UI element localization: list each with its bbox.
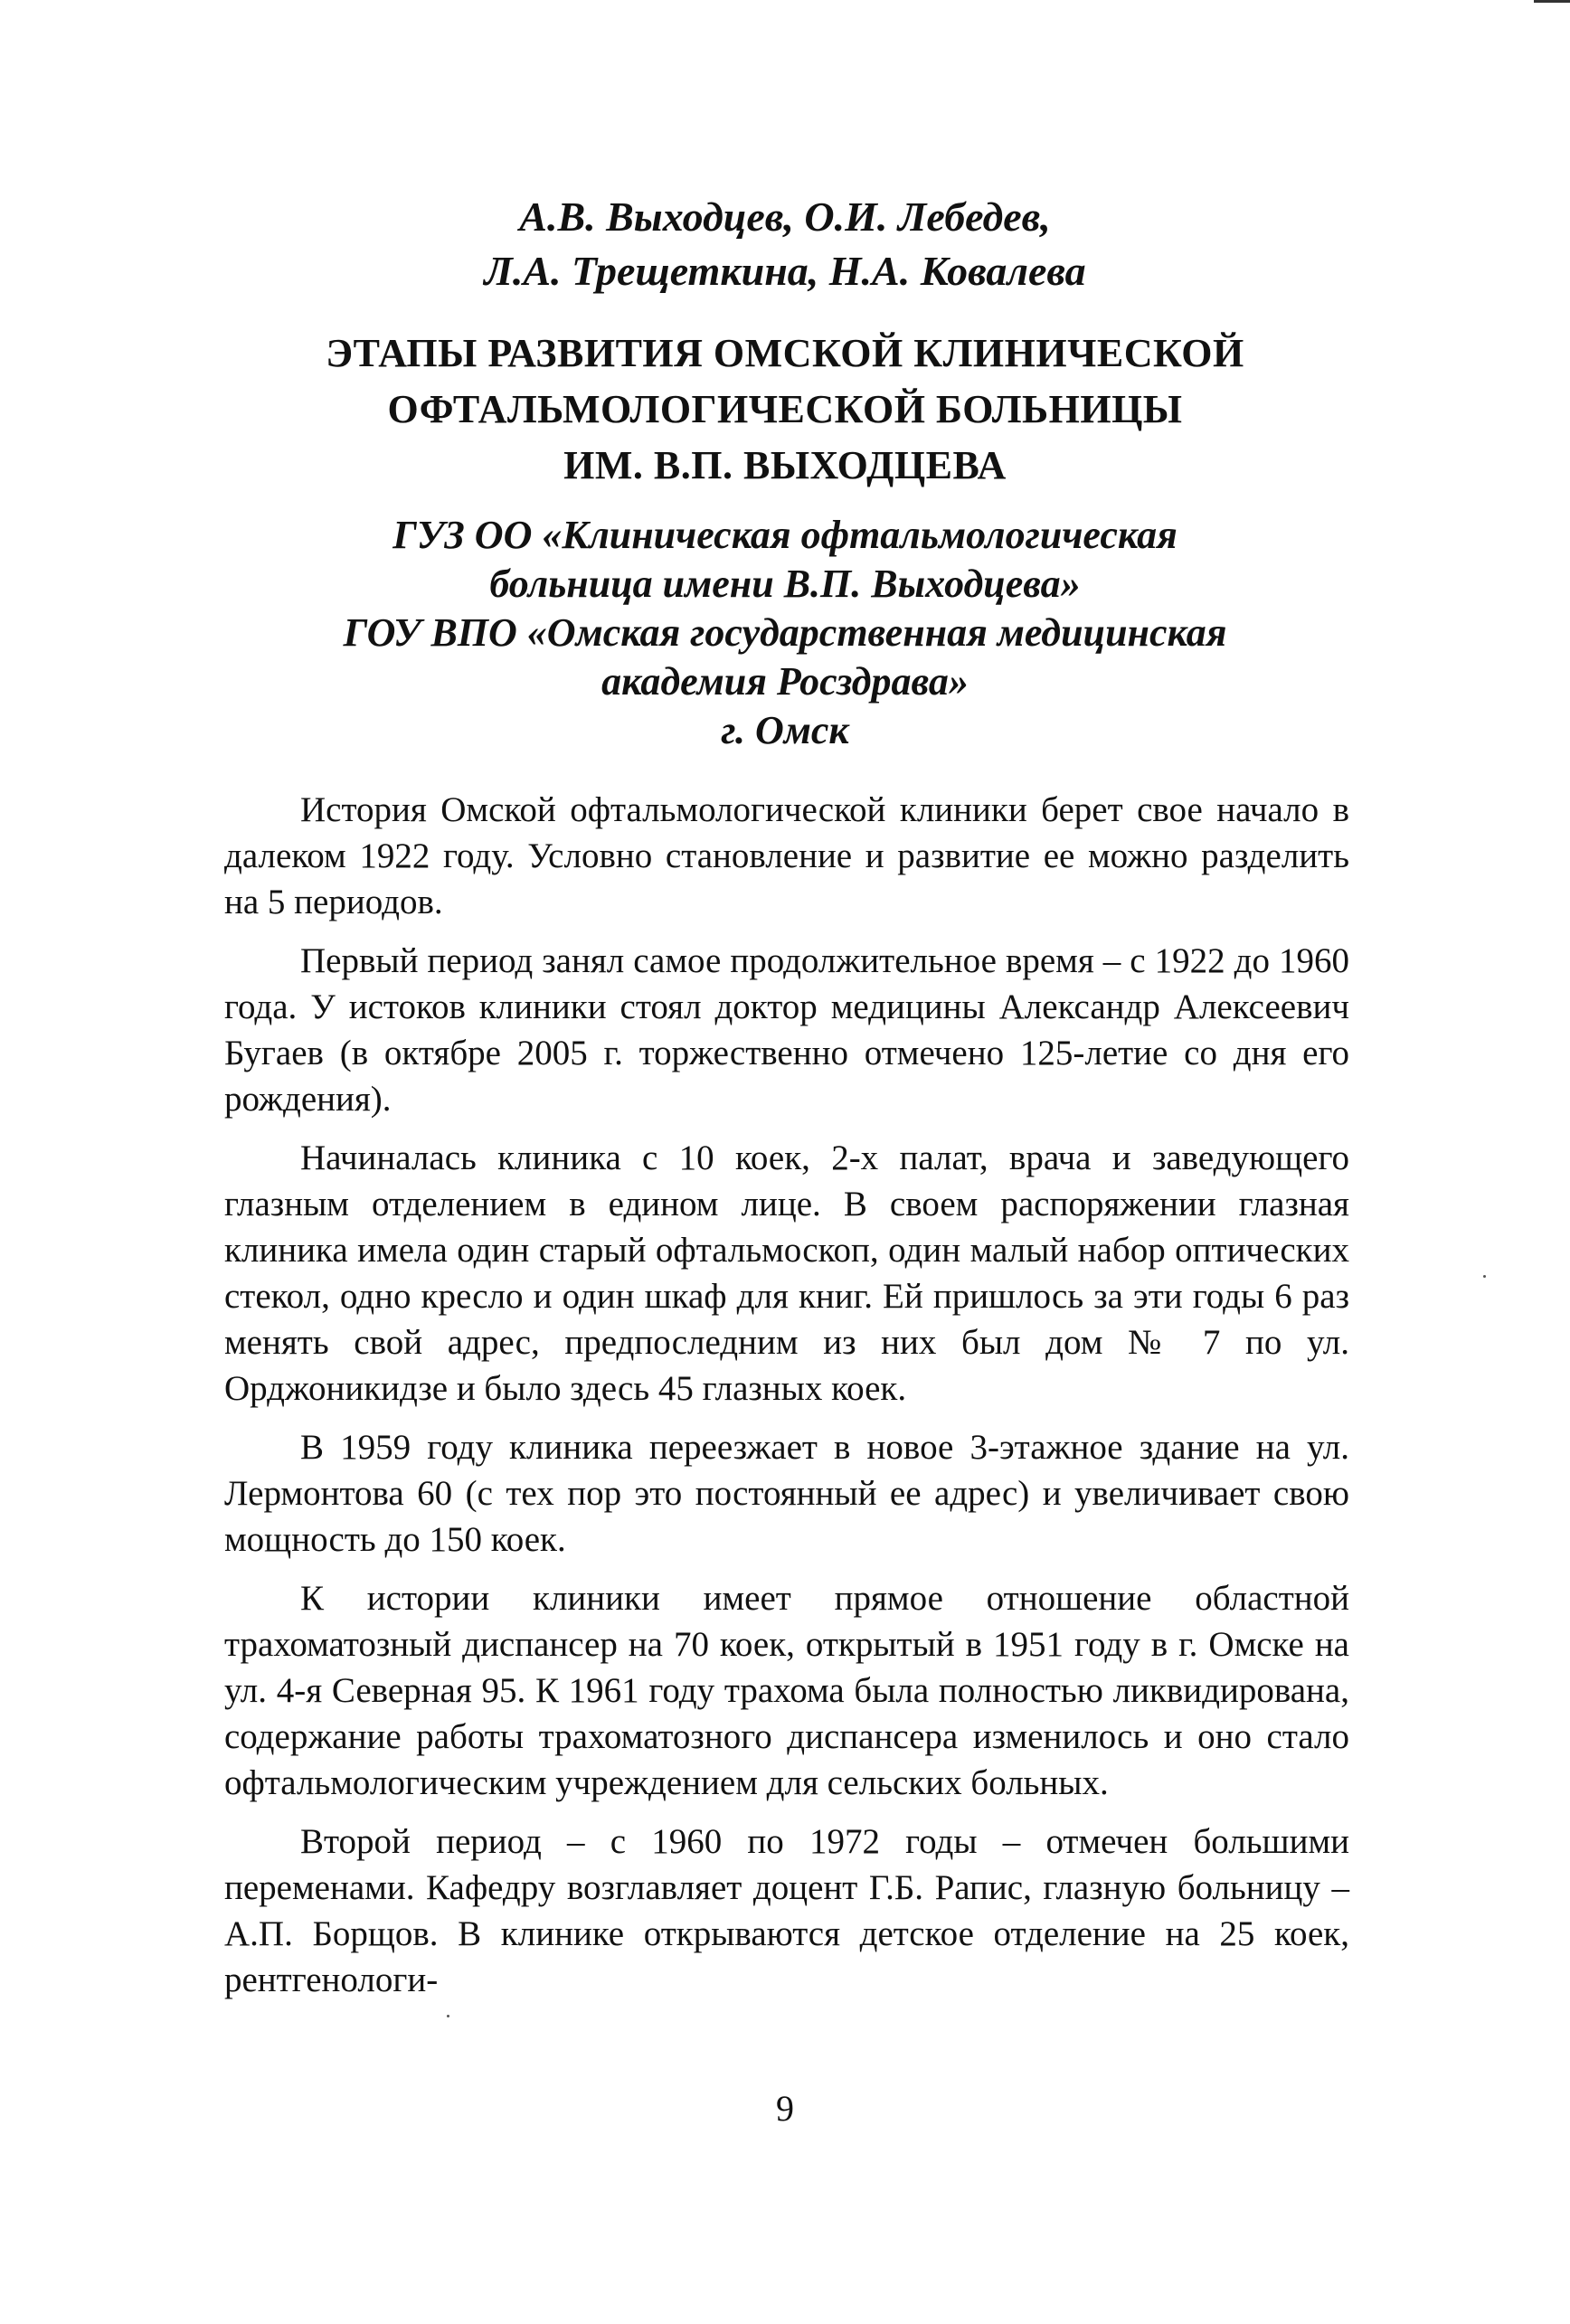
body-paragraph: Первый период занял самое продолжительное время – с 1922 до 1960 года. У истоков клиники стоял доктор медицины Александр Алексеевич Бугаев (в октябре 2005 г. торжественно отмечено 125-летие со дня его рождения). bbox=[224, 941, 1349, 1119]
article-title bbox=[0, 326, 1570, 494]
body-paragraph: Второй период – с 1960 по 1972 годы – отмечен большими переменами. Кафедру возглавляет доцент Г.Б. Рапис, глазную больницу – А.П. Борщов. В клинике открываются детское отделение на 25 коек, рентгенологи- bbox=[224, 1822, 1349, 1999]
title-line: ЭТАПЫ РАЗВИТИЯ ОМСКОЙ КЛИНИЧЕСКОЙ bbox=[326, 331, 1244, 375]
scan-edge-mark bbox=[1534, 0, 1570, 15]
body-paragraph: История Омской офтальмологической клиники берет свое начало в далеком 1922 году. Условно становление и развитие ее можно разделить на 5 периодов. bbox=[224, 790, 1349, 921]
body-paragraph: Начиналась клиника с 10 коек, 2-х палат, врача и заведующего глазным отделением в едином лице. В своем распоряжении глазная клиника имела один старый офтальмоскоп, один малый набор оптических стекол, одно кресло и один шкаф для книг. Ей пришлось за эти годы 6 раз менять свой адрес, предпоследним из них был дом № 7 по ул. Орджоникидзе и было здесь 45 глазных коек. bbox=[224, 1138, 1349, 1408]
article-body bbox=[224, 787, 1349, 2016]
title-line: ОФТАЛЬМОЛОГИЧЕСКОЙ БОЛЬНИЦЫ bbox=[387, 387, 1183, 431]
body-paragraph: В 1959 году клиника переезжает в новое 3-этажное здание на ул. Лермонтова 60 (с тех пор это постоянный ее адрес) и увеличивает свою мощность до 150 коек. bbox=[224, 1428, 1349, 1559]
authors-line: А.В. Выходцев, О.И. Лебедев, bbox=[519, 194, 1051, 240]
affiliation-line: академия Росздрава» bbox=[601, 659, 969, 704]
affiliation-line: больница имени В.П. Выходцева» bbox=[489, 562, 1081, 606]
authors-block bbox=[0, 190, 1570, 298]
scan-speck bbox=[1483, 1275, 1486, 1278]
authors-line: Л.А. Трещеткина, Н.А. Ковалева bbox=[484, 248, 1086, 294]
affiliation-line: ГОУ ВПО «Омская государственная медицинская bbox=[343, 610, 1227, 655]
page-number: 9 bbox=[776, 2088, 794, 2129]
affiliation-line: г. Омск bbox=[721, 708, 849, 752]
title-line: ИМ. В.П. ВЫХОДЦЕВА bbox=[563, 443, 1007, 487]
affiliation-block bbox=[0, 511, 1570, 755]
body-paragraph: К истории клиники имеет прямое отношение областной трахоматозный диспансер на 70 коек, открытый в 1951 году в г. Омске на ул. 4-я Северная 95. К 1961 году трахома была полностью ликвидирована, содержание работы трахоматозного диспансера изменилось и оно стало офтальмологическим учреждением для сельских больных. bbox=[224, 1579, 1349, 1802]
affiliation-line: ГУЗ ОО «Клиническая офтальмологическая bbox=[392, 513, 1178, 557]
